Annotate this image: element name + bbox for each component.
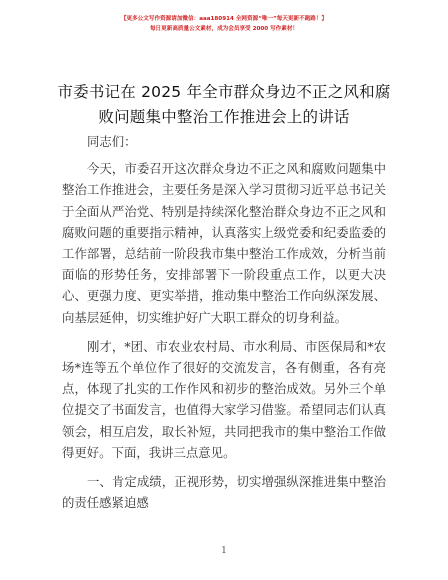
paragraph-1: 今天，市委召开这次群众身边不正之风和腐败问题集中整治工作推进会，主要任务是深入学习贯彻习近平总书记关于全面从严治党、特别是持续深化整治群众身边不正之风和腐败问题的重要指示精神，认真落实上级党委和纪委监委的工作部署，总结前一阶段我市集中整治工作成效，分析当前面临的形势任务，安排部署下一阶段重点工作，以更大决心、更强力度、更实举措，推动集中整治工作向纵深发展、向基层延伸，切实维护好广大职工群众的切身利益。 (62, 161, 386, 325)
document-body (62, 131, 386, 513)
section-heading-1: 一、肯定成绩，正视形势，切实增强纵深推进集中整治的责任感紧迫感 (62, 474, 386, 511)
paragraph-2: 刚才，*团、市农业农村局、市水利局、市医保局和*农场*连等五个单位作了很好的交流发言，各有侧重，各有亮点，体现了扎实的工作作风和初步的整治成效。另外三个单位提交了书面发言，也值得大家学习借鉴。希望同志们认真领会，相互启发，取长补短，共同把我市的集中整治工作做得更好。下面，我讲三点意见。 (62, 338, 386, 460)
document-title (40, 80, 408, 130)
title-line-2: 败问题集中整治工作推进会上的讲话 (98, 108, 350, 126)
salutation: 同志们： (87, 134, 137, 149)
promo-banner-line-1: 【更多公文写作资源请加微信：aaa180914 全网资源“唯一”每天更新不跑路！】 (120, 16, 328, 22)
page-number: 1 (221, 546, 227, 556)
promo-banner-line-2: 每日更新高质量公文素材，成为会员享受 2000 写作素材！ (149, 26, 299, 32)
title-line-1: 市委书记在 2025 年全市群众身边不正之风和腐 (57, 83, 391, 101)
